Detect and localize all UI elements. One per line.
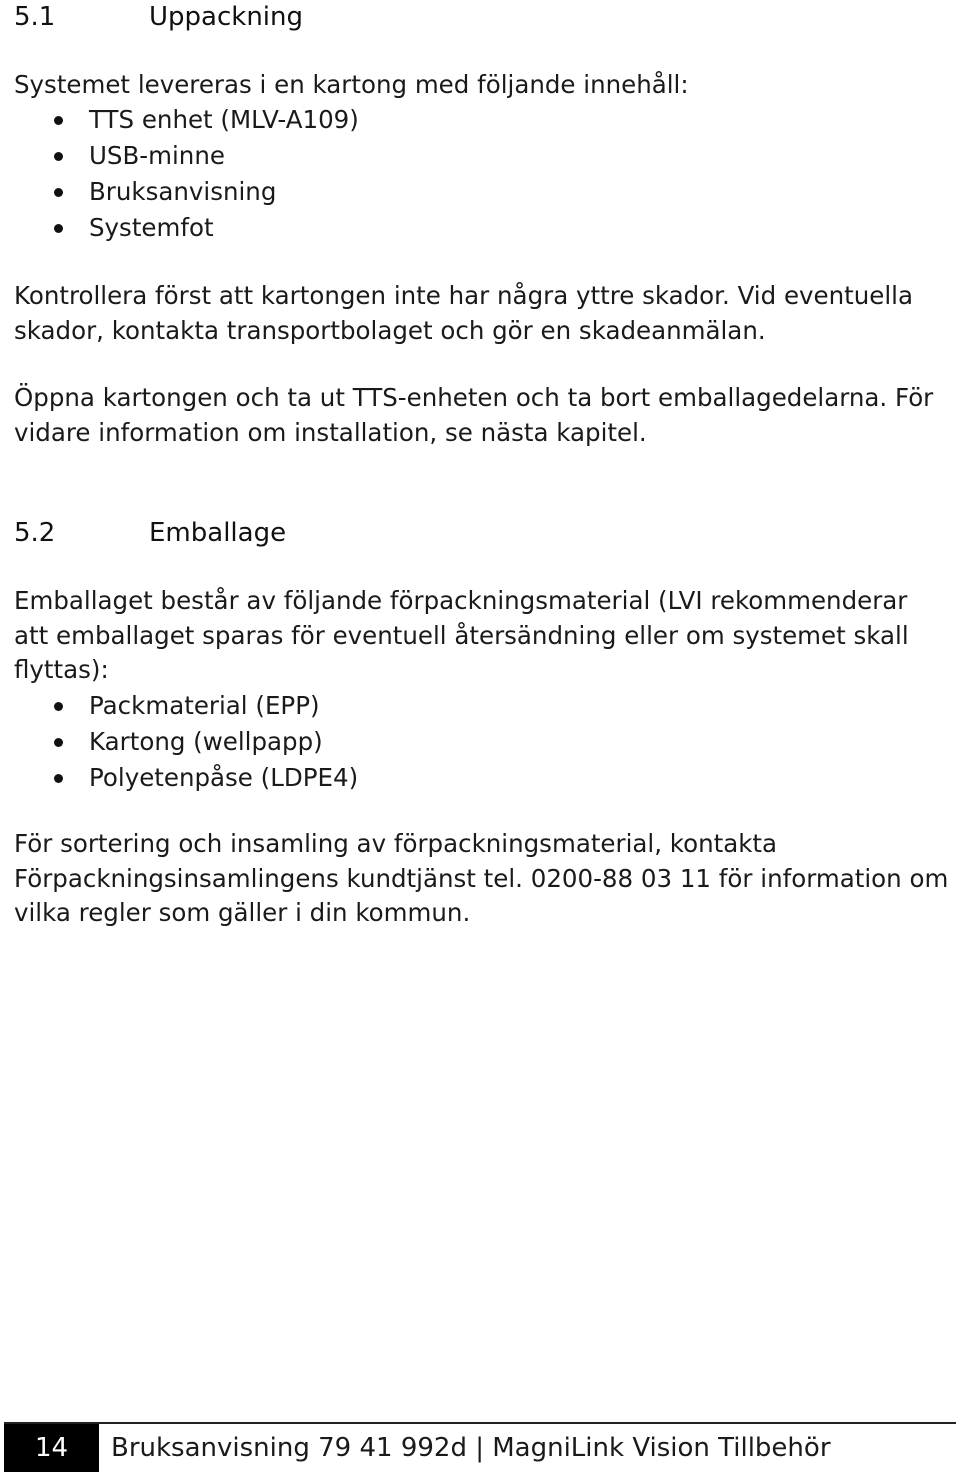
unpacking-intro: Systemet levereras i en kartong med följande innehåll:: [14, 70, 689, 99]
bullet-icon: [54, 224, 63, 233]
list-item: TTS enhet (MLV-A109): [0, 102, 359, 138]
section-number: 5.1: [14, 2, 56, 32]
damage-check-paragraph: Kontrollera först att kartongen inte har några yttre skador. Vid eventuella skador, kontakta transportbolaget och gör en skadeanmälan.: [14, 281, 913, 345]
list-item: USB-minne: [0, 138, 359, 174]
section-title: Emballage: [149, 518, 287, 548]
open-box-paragraph: Öppna kartongen och ta ut TTS-enheten och ta bort emballagedelarna. För vidare information om installation, se nästa kapitel.: [14, 383, 934, 447]
list-item: Kartong (wellpapp): [0, 724, 358, 760]
section-heading-emballage: [14, 516, 286, 550]
packaging-intro: Emballaget består av följande förpackningsmaterial (LVI rekommenderar att emballaget sparas för eventuell återsändning eller om systemet skall flyttas):: [14, 586, 909, 684]
footer-text: Bruksanvisning 79 41 992d | MagniLink Vision Tillbehör: [111, 1433, 831, 1463]
section-title: Uppackning: [149, 2, 304, 32]
bullet-icon: [54, 774, 63, 783]
packaging-materials-list: [0, 688, 358, 796]
bullet-icon: [54, 152, 63, 161]
bullet-icon: [54, 702, 63, 711]
page-number-box: 14: [4, 1424, 99, 1472]
list-item: Packmaterial (EPP): [0, 688, 358, 724]
bullet-icon: [54, 738, 63, 747]
list-item: Bruksanvisning: [0, 174, 359, 210]
section-number: 5.2: [14, 518, 56, 548]
section-heading-uppackning: [14, 0, 303, 34]
list-item: Polyetenpåse (LDPE4): [0, 760, 358, 796]
package-contents-list: [0, 102, 359, 246]
bullet-icon: [54, 116, 63, 125]
recycling-paragraph: För sortering och insamling av förpackningsmaterial, kontakta Förpackningsinsamlingens kundtjänst tel. 0200-88 03 11 för information om vilka regler som gäller i din kommun.: [14, 829, 949, 927]
bullet-icon: [54, 188, 63, 197]
list-item: Systemfot: [0, 210, 359, 246]
